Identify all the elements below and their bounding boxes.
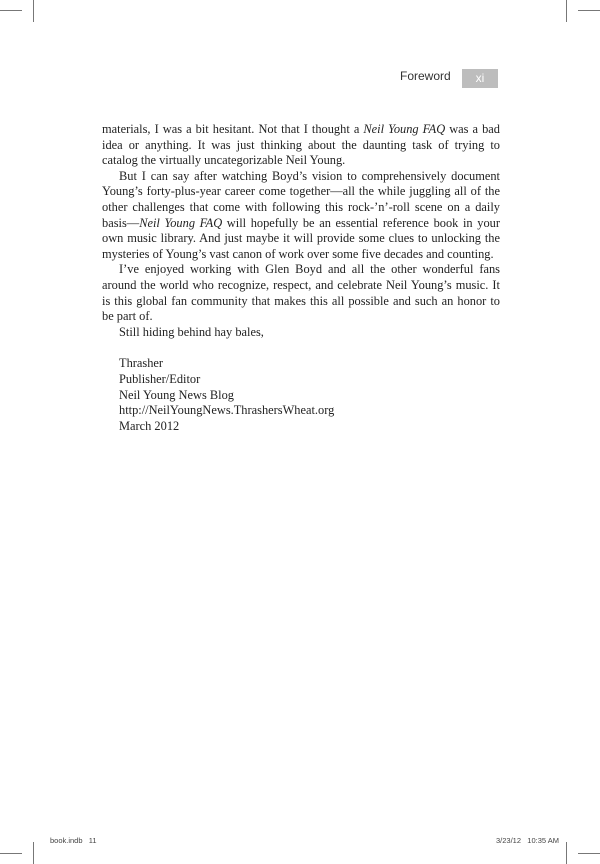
paragraph: But I can say after watching Boyd’s vision to comprehensively document Young’s forty-plus-year career come together—all the while juggling all of the other challenges that come with following this rock-’n’-roll scene on a daily basis—Neil Young FAQ will hopefully be an essential reference book in your own music library. And just maybe it will provide some clues to unlocking the mysteries of Young’s vast canon of work over some five decades and counting. <box>102 168 500 261</box>
page-body <box>102 122 500 434</box>
page-number: xi <box>462 69 498 88</box>
book-title: Neil Young FAQ <box>363 122 446 136</box>
crop-mark <box>566 0 567 22</box>
crop-mark <box>0 10 22 11</box>
signature-blog: Neil Young News Blog <box>119 387 234 402</box>
paragraph: materials, I was a bit hesitant. Not that I thought a Neil Young FAQ was a bad idea or anything. It was just thinking about the daunting task of trying to catalog the virtually uncategorizable Neil Young. <box>102 122 500 168</box>
signature-role: Publisher/Editor <box>119 371 201 386</box>
crop-mark <box>0 853 22 854</box>
signature-block <box>102 356 500 434</box>
signature-name: Thrasher <box>119 356 164 371</box>
crop-mark <box>33 842 34 864</box>
crop-mark <box>578 10 600 11</box>
closing-line: Still hiding behind hay bales, <box>119 324 264 339</box>
crop-mark <box>566 842 567 864</box>
signature-url: http://NeilYoungNews.ThrashersWheat.org <box>119 403 335 418</box>
running-header: Foreword <box>400 69 451 83</box>
signature-date: March 2012 <box>119 418 180 433</box>
footer-timestamp: 3/23/12 10:35 AM <box>496 836 559 845</box>
paragraph: I’ve enjoyed working with Glen Boyd and all the other wonderful fans around the world who recognize, respect, and celebrate Neil Young’s music. It is this global fan community that makes this all possible and such an honor to be part of. <box>102 262 500 324</box>
crop-mark <box>578 853 600 854</box>
book-title: Neil Young FAQ <box>139 215 223 230</box>
crop-mark <box>33 0 34 22</box>
footer-file: book.indb 11 <box>50 836 97 845</box>
